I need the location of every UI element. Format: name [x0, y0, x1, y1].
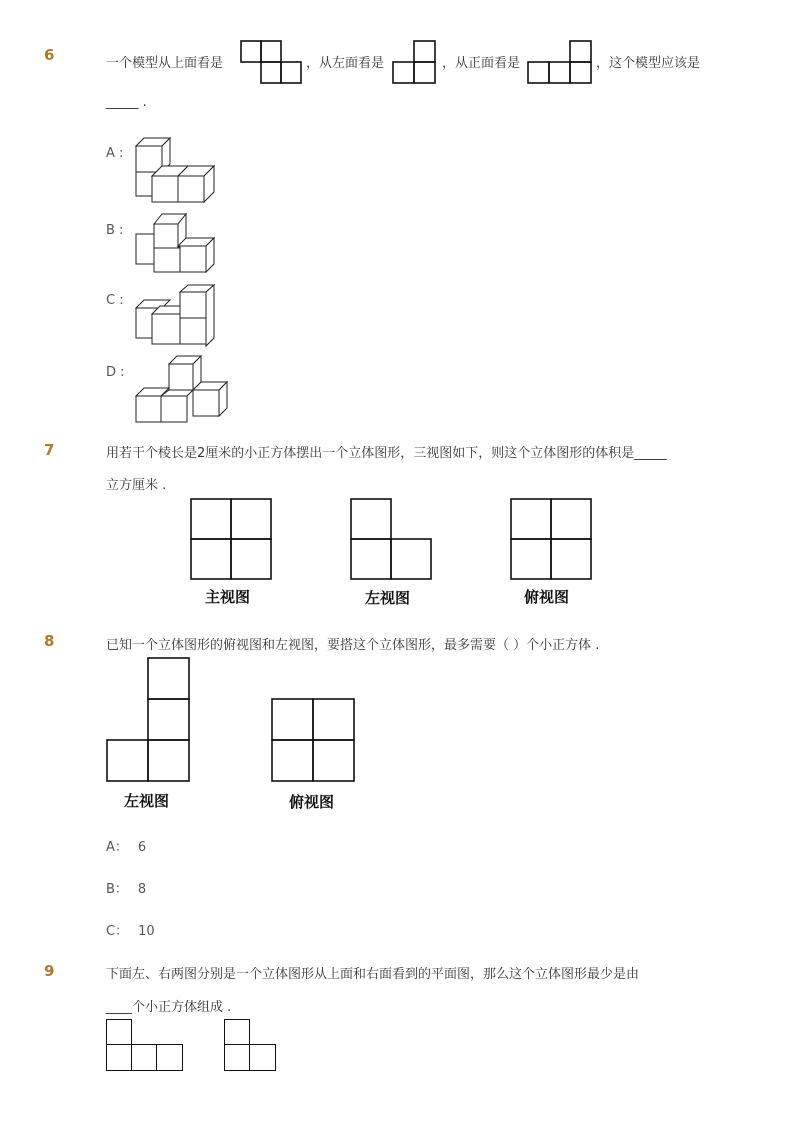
caption-front-view: 主视图	[205, 588, 251, 606]
question-text: 立方厘米 .	[106, 478, 167, 493]
caption-left-view: 左视图	[365, 589, 411, 607]
option-b-cubes	[135, 212, 215, 276]
option-b-label[interactable]: B :	[106, 223, 124, 238]
question-text	[106, 52, 223, 71]
left-view-grid	[350, 498, 432, 580]
option-c-cubes	[135, 284, 215, 348]
caption-top-view: 俯视图	[289, 793, 335, 811]
option-label: C：	[106, 924, 129, 939]
question-text: 下面左、右两图分别是一个立体图形从上面和右面看到的平面图，那么这个立体图形最少是由	[106, 967, 640, 982]
question-number: 9	[44, 962, 55, 980]
option-d-cubes	[135, 354, 231, 426]
question-number: 6	[44, 46, 55, 64]
option-value: 10	[138, 924, 155, 939]
option-value: 6	[137, 840, 147, 855]
question-text-part: ，从左面看是	[306, 56, 385, 71]
option-d-label[interactable]: D :	[106, 365, 125, 380]
option-c[interactable]	[106, 920, 155, 939]
question-text: 用若干个棱长是2厘米的小正方体摆出一个立体图形，三视图如下，则这个立体图形的体积是_____	[106, 446, 667, 461]
answer-blank: _____ .	[106, 95, 147, 110]
caption-left-view: 左视图	[124, 792, 170, 810]
question-text: 已知一个立体图形的俯视图和左视图，要搭这个立体图形，最多需要（ ）个小正方体 .	[106, 638, 600, 653]
option-label: A：	[106, 840, 128, 855]
top-view-grid	[510, 498, 592, 580]
question-text-part: ，从正面看是	[442, 56, 521, 71]
option-label: B：	[106, 882, 128, 897]
option-c-label[interactable]: C :	[106, 293, 124, 308]
option-a[interactable]	[106, 836, 146, 855]
left-view-figure	[392, 40, 438, 84]
option-a-label[interactable]: A :	[106, 146, 124, 161]
question-number: 7	[44, 441, 55, 459]
front-view-figure	[527, 40, 595, 84]
right-view-grid	[224, 1019, 277, 1072]
left-view-grid	[106, 657, 190, 783]
question-text: ____个小正方体组成 .	[106, 1000, 232, 1015]
option-b[interactable]	[106, 878, 146, 897]
question-text-part: 一个模型从上面看是	[106, 56, 224, 71]
top-view-grid	[106, 1019, 184, 1072]
question-number: 8	[44, 632, 55, 650]
caption-top-view: 俯视图	[524, 588, 570, 606]
front-view-grid	[190, 498, 272, 580]
top-view-figure	[240, 40, 304, 84]
option-value: 8	[137, 882, 147, 897]
top-view-grid	[271, 698, 355, 782]
question-text-part: ，这个模型应该是	[596, 56, 701, 71]
option-a-cubes	[135, 136, 215, 206]
